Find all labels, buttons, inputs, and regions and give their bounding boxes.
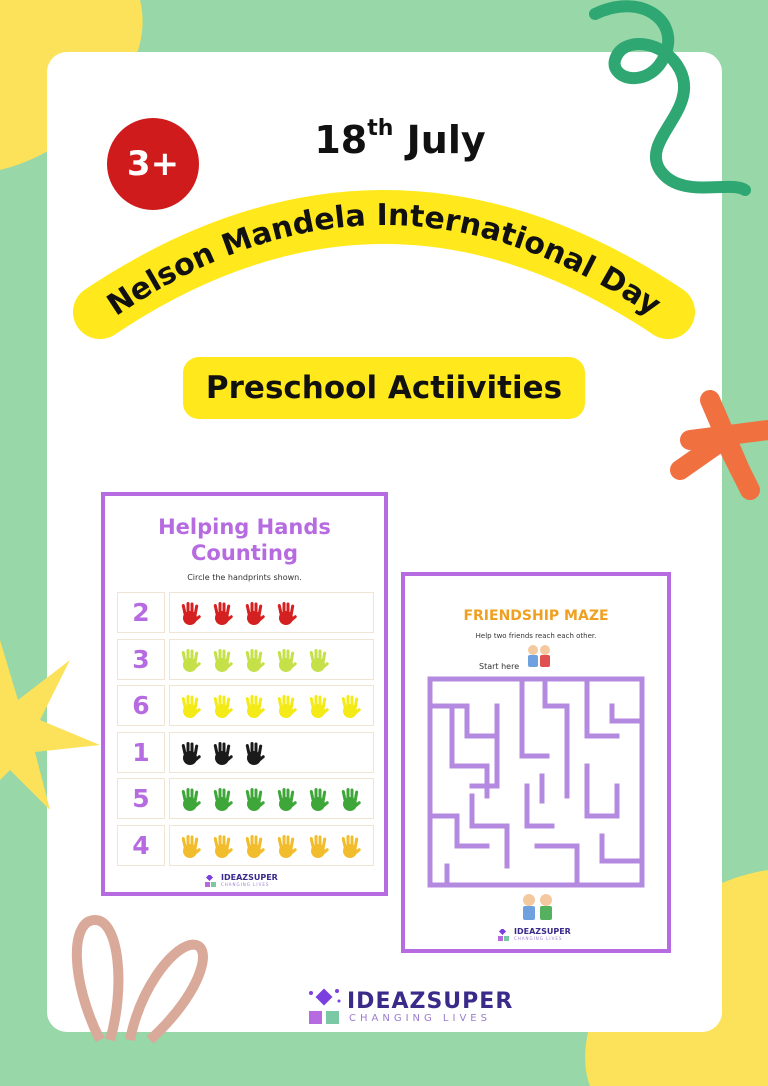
row-number: 5	[117, 778, 165, 819]
counting-row	[117, 639, 374, 680]
logo-tagline: CHANGING LIVES	[221, 882, 270, 887]
handprint-icon	[240, 833, 268, 861]
handprint-icon	[176, 600, 204, 628]
handprint-icon	[240, 600, 268, 628]
handprint-icon	[240, 786, 268, 814]
handprint-icon	[176, 740, 204, 768]
row-number: 4	[117, 825, 165, 866]
date-day: 18	[314, 118, 368, 162]
handprints-cell	[169, 639, 374, 680]
handprint-icon	[176, 647, 204, 675]
handprints-cell	[169, 685, 374, 726]
row-number: 2	[117, 592, 165, 633]
counting-row	[117, 825, 374, 866]
handprint-icon	[304, 833, 332, 861]
handprint-icon	[240, 740, 268, 768]
worksheet-logo	[205, 874, 278, 887]
handprint-icon	[176, 833, 204, 861]
friends-icon-bottom	[517, 892, 559, 924]
handprint-icon	[240, 693, 268, 721]
row-number: 1	[117, 732, 165, 773]
row-number: 3	[117, 639, 165, 680]
handprint-icon	[240, 647, 268, 675]
handprint-icon	[176, 786, 204, 814]
handprint-icon	[304, 786, 332, 814]
handprint-icon	[304, 647, 332, 675]
handprint-icon	[208, 647, 236, 675]
counting-worksheet	[101, 492, 388, 896]
activities-label: Preschool Actiivities	[183, 357, 585, 419]
logo-tagline: CHANGING LIVES	[514, 936, 563, 941]
handprint-icon	[176, 693, 204, 721]
worksheet-title-line1: Helping Hands	[158, 515, 331, 539]
counting-row	[117, 592, 374, 633]
handprint-icon	[272, 693, 300, 721]
logo-name: IDEAZSUPER	[514, 927, 571, 936]
maze-instruction: Help two friends reach each other.	[475, 632, 597, 640]
handprint-icon	[336, 786, 364, 814]
worksheet-title	[105, 514, 384, 566]
banner-title: Nelson Mandela International Day	[101, 197, 667, 324]
handprint-icon	[208, 786, 236, 814]
handprint-icon	[208, 693, 236, 721]
logo-icon	[205, 875, 217, 887]
handprint-icon	[304, 693, 332, 721]
logo-name: IDEAZSUPER	[221, 873, 278, 882]
date-suffix: th	[367, 116, 394, 142]
brand-tagline: CHANGING LIVES	[349, 1013, 491, 1024]
handprints-cell	[169, 778, 374, 819]
handprint-icon	[272, 786, 300, 814]
handprint-icon	[336, 693, 364, 721]
handprints-cell	[169, 592, 374, 633]
age-badge: 3+	[107, 118, 199, 210]
maze-worksheet-logo	[498, 928, 571, 941]
maze-grid	[427, 676, 645, 888]
handprints-cell	[169, 825, 374, 866]
handprint-icon	[208, 833, 236, 861]
counting-row	[117, 685, 374, 726]
maze-worksheet	[401, 572, 671, 953]
handprint-icon	[208, 740, 236, 768]
date-month: July	[406, 118, 486, 162]
worksheet-instruction: Circle the handprints shown.	[187, 573, 302, 582]
counting-row	[117, 732, 374, 773]
handprints-cell	[169, 732, 374, 773]
handprint-icon	[272, 600, 300, 628]
brand-name: IDEAZSUPER	[347, 989, 514, 1014]
maze-title: FRIENDSHIP MAZE	[463, 608, 609, 624]
friends-icon-top	[523, 642, 555, 672]
row-number: 6	[117, 685, 165, 726]
handprint-icon	[272, 833, 300, 861]
brand-logo	[305, 985, 514, 1027]
maze-start-label: Start here	[479, 662, 520, 671]
worksheet-title-line2: Counting	[191, 541, 298, 565]
handprint-icon	[272, 647, 300, 675]
handprint-icon	[336, 833, 364, 861]
counting-row	[117, 778, 374, 819]
logo-icon	[498, 929, 510, 941]
event-date	[300, 118, 500, 162]
handprint-icon	[208, 600, 236, 628]
brand-icon	[305, 985, 343, 1025]
